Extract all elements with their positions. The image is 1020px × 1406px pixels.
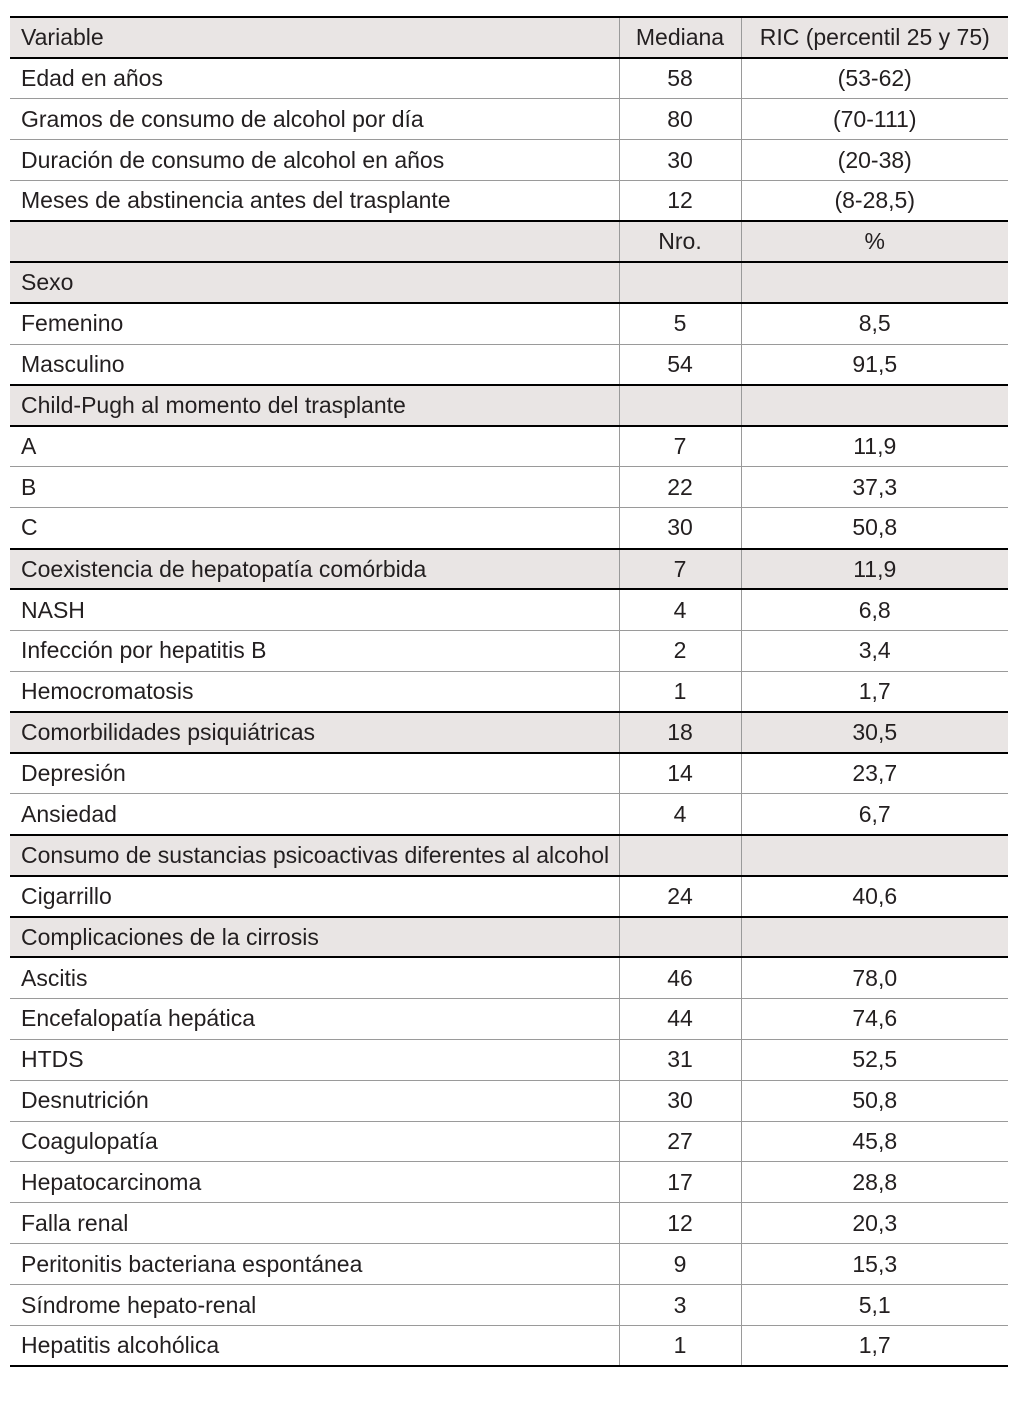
table-row [10, 303, 1008, 344]
row-n: 9 [619, 1244, 741, 1285]
row-pct: 1,7 [741, 1326, 1008, 1367]
row-n: 3 [619, 1285, 741, 1326]
table-row [10, 508, 1008, 549]
section-pct: 11,9 [741, 549, 1008, 590]
header-median: Mediana [619, 17, 741, 58]
row-label: Infección por hepatitis B [10, 630, 619, 671]
row-label: Gramos de consumo de alcohol por día [10, 99, 619, 140]
table-row [10, 140, 1008, 181]
row-label: Encefalopatía hepática [10, 998, 619, 1039]
table-row [10, 1326, 1008, 1367]
data-table-container [10, 16, 1008, 1367]
row-median: 12 [619, 181, 741, 222]
row-label: B [10, 467, 619, 508]
table-row [10, 344, 1008, 385]
row-label: Cigarrillo [10, 876, 619, 917]
row-n: 4 [619, 794, 741, 835]
row-n: 27 [619, 1121, 741, 1162]
row-n: 2 [619, 630, 741, 671]
row-label: C [10, 508, 619, 549]
row-label: Peritonitis bacteriana espontánea [10, 1244, 619, 1285]
table-row [10, 671, 1008, 712]
row-label: Ansiedad [10, 794, 619, 835]
row-label: Coagulopatía [10, 1121, 619, 1162]
row-label: Síndrome hepato-renal [10, 1285, 619, 1326]
row-iqr: (53-62) [741, 58, 1008, 99]
row-pct: 78,0 [741, 957, 1008, 998]
section-title: Comorbilidades psiquiátricas [10, 712, 619, 753]
row-median: 80 [619, 99, 741, 140]
row-pct: 8,5 [741, 303, 1008, 344]
row-n: 22 [619, 467, 741, 508]
table-header-row [10, 17, 1008, 58]
table-row [10, 1039, 1008, 1080]
header-variable: Variable [10, 17, 619, 58]
section-title: Consumo de sustancias psicoactivas diferentes al alcohol [10, 835, 619, 876]
table-row [10, 998, 1008, 1039]
section-n: 7 [619, 549, 741, 590]
row-label: Hepatitis alcohólica [10, 1326, 619, 1367]
row-pct: 6,8 [741, 589, 1008, 630]
row-pct: 23,7 [741, 753, 1008, 794]
table-row [10, 58, 1008, 99]
row-pct: 28,8 [741, 1162, 1008, 1203]
table-row [10, 1080, 1008, 1121]
section-title: Complicaciones de la cirrosis [10, 917, 619, 958]
row-n: 44 [619, 998, 741, 1039]
row-iqr: (8-28,5) [741, 181, 1008, 222]
row-pct: 91,5 [741, 344, 1008, 385]
table-row [10, 1244, 1008, 1285]
row-pct: 52,5 [741, 1039, 1008, 1080]
row-pct: 15,3 [741, 1244, 1008, 1285]
table-row [10, 181, 1008, 222]
row-pct: 1,7 [741, 671, 1008, 712]
subheader-pct: % [741, 221, 1008, 262]
row-label: Meses de abstinencia antes del trasplante [10, 181, 619, 222]
row-label: Hepatocarcinoma [10, 1162, 619, 1203]
row-n: 5 [619, 303, 741, 344]
table-row [10, 1162, 1008, 1203]
row-label: Hemocromatosis [10, 671, 619, 712]
row-n: 54 [619, 344, 741, 385]
row-pct: 40,6 [741, 876, 1008, 917]
row-pct: 50,8 [741, 1080, 1008, 1121]
table-row [10, 794, 1008, 835]
section-pct [741, 385, 1008, 426]
section-n [619, 835, 741, 876]
row-n: 24 [619, 876, 741, 917]
table-row [10, 753, 1008, 794]
section-n [619, 385, 741, 426]
row-n: 30 [619, 1080, 741, 1121]
table-row [10, 1285, 1008, 1326]
row-label: Femenino [10, 303, 619, 344]
row-label: HTDS [10, 1039, 619, 1080]
section-pct [741, 835, 1008, 876]
table-row [10, 99, 1008, 140]
table-row [10, 630, 1008, 671]
row-pct: 45,8 [741, 1121, 1008, 1162]
section-header-row [10, 917, 1008, 958]
row-n: 12 [619, 1203, 741, 1244]
section-title: Sexo [10, 262, 619, 303]
row-pct: 37,3 [741, 467, 1008, 508]
table-row [10, 589, 1008, 630]
row-pct: 11,9 [741, 426, 1008, 467]
patient-characteristics-table [10, 16, 1008, 1367]
table-row [10, 957, 1008, 998]
count-header-row [10, 221, 1008, 262]
section-title: Child-Pugh al momento del trasplante [10, 385, 619, 426]
table-row [10, 1203, 1008, 1244]
row-label: Ascitis [10, 957, 619, 998]
row-label: Desnutrición [10, 1080, 619, 1121]
section-pct [741, 262, 1008, 303]
row-n: 31 [619, 1039, 741, 1080]
row-label: Depresión [10, 753, 619, 794]
table-row [10, 876, 1008, 917]
section-n: 18 [619, 712, 741, 753]
section-header-row [10, 385, 1008, 426]
section-pct: 30,5 [741, 712, 1008, 753]
section-n [619, 262, 741, 303]
row-label: Edad en años [10, 58, 619, 99]
row-n: 30 [619, 508, 741, 549]
row-n: 1 [619, 1326, 741, 1367]
row-n: 17 [619, 1162, 741, 1203]
subheader-n: Nro. [619, 221, 741, 262]
section-n [619, 917, 741, 958]
row-pct: 50,8 [741, 508, 1008, 549]
table-row [10, 426, 1008, 467]
section-title: Coexistencia de hepatopatía comórbida [10, 549, 619, 590]
row-n: 1 [619, 671, 741, 712]
row-iqr: (20-38) [741, 140, 1008, 181]
row-label: Masculino [10, 344, 619, 385]
row-median: 30 [619, 140, 741, 181]
row-pct: 5,1 [741, 1285, 1008, 1326]
section-header-row [10, 712, 1008, 753]
row-n: 7 [619, 426, 741, 467]
row-label: NASH [10, 589, 619, 630]
row-label: Duración de consumo de alcohol en años [10, 140, 619, 181]
row-n: 14 [619, 753, 741, 794]
section-header-row [10, 549, 1008, 590]
row-iqr: (70-111) [741, 99, 1008, 140]
row-n: 46 [619, 957, 741, 998]
row-pct: 74,6 [741, 998, 1008, 1039]
row-pct: 20,3 [741, 1203, 1008, 1244]
row-label: Falla renal [10, 1203, 619, 1244]
row-n: 4 [619, 589, 741, 630]
section-header-row [10, 262, 1008, 303]
row-pct: 3,4 [741, 630, 1008, 671]
table-row [10, 467, 1008, 508]
row-pct: 6,7 [741, 794, 1008, 835]
section-pct [741, 917, 1008, 958]
table-row [10, 1121, 1008, 1162]
section-header-row [10, 835, 1008, 876]
row-label: A [10, 426, 619, 467]
subheader-blank [10, 221, 619, 262]
row-median: 58 [619, 58, 741, 99]
header-iqr: RIC (percentil 25 y 75) [741, 17, 1008, 58]
